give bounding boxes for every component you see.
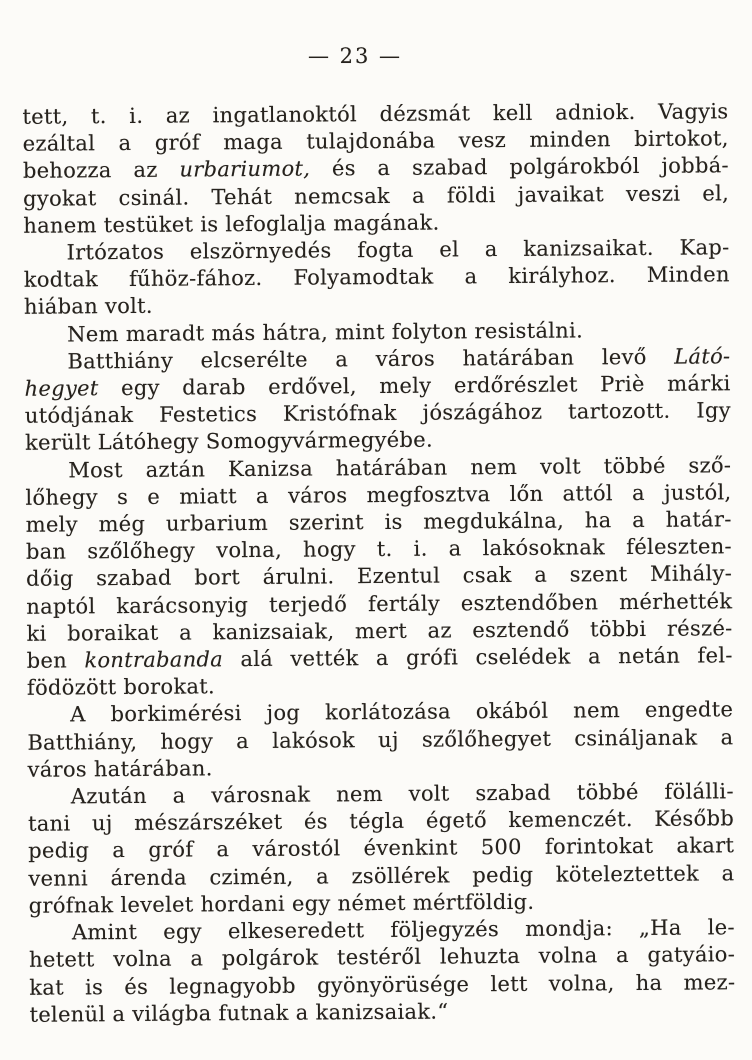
paragraph: [28, 778, 735, 920]
paragraph: [27, 697, 734, 784]
paragraph: [22, 98, 729, 240]
paragraph: [25, 452, 733, 702]
plain-text: pedig a gróf a várostól évenkint 500 forintokat akart: [28, 833, 735, 864]
text-line: [29, 996, 735, 1029]
plain-text: gyokat csinál. Tehát nemcsak a földi javaikat veszi el,: [23, 180, 730, 211]
page-number: — 23 —: [307, 44, 403, 68]
plain-text: ben: [26, 648, 85, 673]
plain-text: város határában.: [27, 756, 213, 782]
plain-text: ki boraikat a kanizsaiak, mert az esztendő többi részé-: [26, 616, 733, 646]
plain-text: Nem maradt más hátra, mint folyton resistálni.: [67, 318, 584, 347]
plain-text: Irtózatos elszörnyedés fogta el a kanizsaikat. Kap-: [66, 235, 730, 265]
plain-text: került Látóhegy Somogyvármegyébe.: [24, 428, 434, 456]
paragraph: [23, 234, 730, 321]
text-line: [29, 969, 735, 1002]
plain-text: dőig szabad bort árulni. Ezentul csak a szent Mihály-: [26, 561, 733, 592]
plain-text: venni árenda czimén, a zsöllérek pedig köteleztettek a: [28, 860, 735, 891]
text-line: [23, 180, 729, 213]
plain-text: Batthiány, hogy a lakósok uj szőlőhegyet csináljanak a: [27, 724, 734, 755]
plain-text: födözött borokat.: [26, 674, 216, 701]
plain-text: utódjának Festetics Kristófnak jószágához tartozott. Igy: [24, 398, 731, 429]
plain-text: mely még urbarium szerint is megdukálna, ha a határ-: [25, 507, 732, 537]
italic-text: urbariumot,: [179, 156, 311, 182]
paragraph: [24, 343, 731, 457]
plain-text: tett, t. i. az ingatlanoktól dézsmát kell adniok. Vagyis: [22, 99, 729, 129]
plain-text: A borkimérési jog korlátozása okából nem engedte: [70, 697, 734, 727]
plain-text: kodtak fűhöz-fához. Folyamodtak a királyhoz. Minden: [23, 262, 730, 292]
italic-text: Látó-: [674, 344, 731, 369]
plain-text: behozza az: [22, 157, 180, 184]
plain-text: Most aztán Kanizsa határában nem volt többé sző-: [68, 452, 732, 483]
plain-text: tani uj mészárszéket és tégla égető kemenczét. Később: [27, 806, 735, 837]
italic-text: kontrabanda: [84, 647, 224, 673]
plain-text: hanem testüket is lefoglalja magának.: [23, 210, 440, 238]
plain-text: egy darab erdővel, mely erdőrészlet Priè márki: [98, 371, 731, 401]
paragraph: [29, 914, 736, 1028]
plain-text: kat is és legnagyobb gyönyörüsége lett volna, ha mez-: [29, 969, 736, 1000]
plain-text: lőhegy s e miatt a város megfosztva lőn attól a justól,: [25, 480, 732, 510]
italic-text: hegyet: [24, 376, 99, 401]
plain-text: ezáltal a gróf maga tulajdonába vesz minden birtokot,: [22, 126, 729, 156]
plain-text: Batthiány elcserélte a város határában levő: [67, 344, 675, 374]
plain-text: naptól karácsonyig terjedő fertály esztendőben mérhették: [26, 588, 733, 619]
plain-text: telenül a világba futnak a kanizsaiak.“: [29, 999, 449, 1027]
text-line: [28, 860, 734, 893]
plain-text: alá vették a grófi cselédek a netán fel-: [222, 643, 733, 672]
plain-text: Azután a városnak nem volt szabad többé fölálli-: [70, 779, 734, 809]
plain-text: grófnak levelet hordani egy német mértföldig.: [28, 889, 535, 918]
plain-text: hiában volt.: [23, 294, 153, 320]
plain-text: hetett volna a polgárok testéről lehuzta volna a gatyáio-: [29, 942, 736, 973]
plain-text: ban szőlőhegy volna, hogy t. i. a lakósoknak féleszten-: [25, 534, 732, 565]
plain-text: Amint egy elkeseredett följegyzés mondja: „Ha le-: [71, 915, 735, 945]
text-line: [27, 724, 733, 757]
plain-text: és a szabad polgárokból jobbá-: [310, 153, 729, 181]
text-block: [22, 98, 735, 1028]
